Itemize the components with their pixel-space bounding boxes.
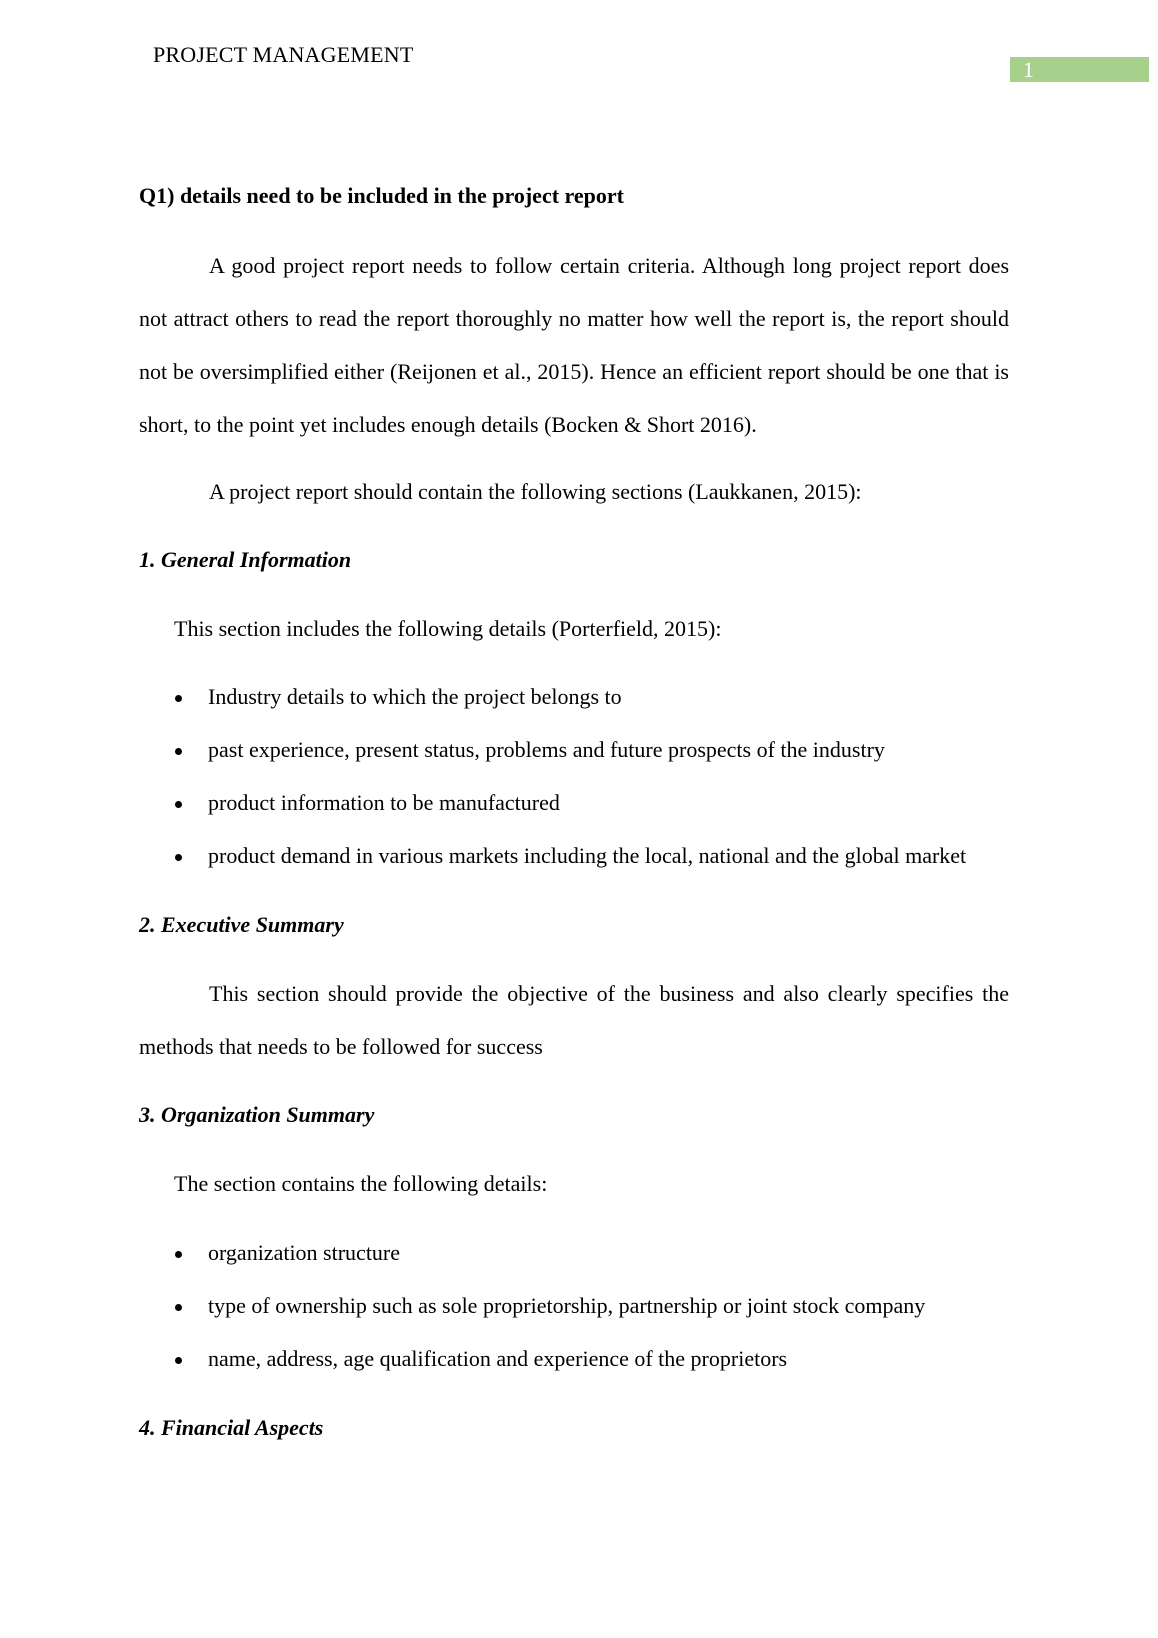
header-title: PROJECT MANAGEMENT [153, 42, 414, 67]
question-title: Q1) details need to be included in the project report [139, 183, 624, 208]
bullet-icon [175, 854, 182, 861]
list-item: product information to be manufactured [208, 790, 560, 815]
section-heading-executive-summary: 2. Executive Summary [139, 912, 344, 937]
bullet-icon [175, 1304, 182, 1311]
list-item: past experience, present status, problems and future prospects of the industry [208, 737, 885, 762]
bullet-icon [175, 1251, 182, 1258]
list-item: name, address, age qualification and experience of the proprietors [208, 1346, 788, 1371]
list-item: organization structure [208, 1240, 401, 1265]
section-lead: This section includes the following details (Porterfield, 2015): [174, 616, 722, 641]
bullet-icon [175, 695, 182, 702]
page-number-badge [1010, 57, 1149, 82]
sections-intro: A project report should contain the following sections (Laukkanen, 2015): [209, 479, 862, 504]
section-heading-organization-summary: 3. Organization Summary [139, 1102, 375, 1127]
page-number: 1 [1023, 57, 1034, 82]
section-heading-financial-aspects: 4. Financial Aspects [139, 1415, 324, 1440]
intro-paragraph: A good project report needs to follow certain criteria. Although long project report does not attract others to read the report thoroughly no matter how well the report is, the report should not be oversimplified either (Reijonen et al., 2015). Hence an efficient report should be one that is short, to the point yet includes enough details (Bocken & Short 2016). [139, 253, 1009, 437]
list-item: type of ownership such as sole proprietorship, partnership or joint stock company [208, 1293, 926, 1318]
bullet-icon [175, 1357, 182, 1364]
list-item: Industry details to which the project belongs to [208, 684, 622, 709]
section-lead: The section contains the following details: [174, 1171, 548, 1196]
bullet-icon [175, 748, 182, 755]
section-paragraph: This section should provide the objective of the business and also clearly specifies the methods that needs to be followed for success [139, 981, 1009, 1059]
list-item: product demand in various markets including the local, national and the global market [208, 843, 967, 868]
section-heading-general-information: 1. General Information [139, 547, 352, 572]
bullet-icon [175, 801, 182, 808]
